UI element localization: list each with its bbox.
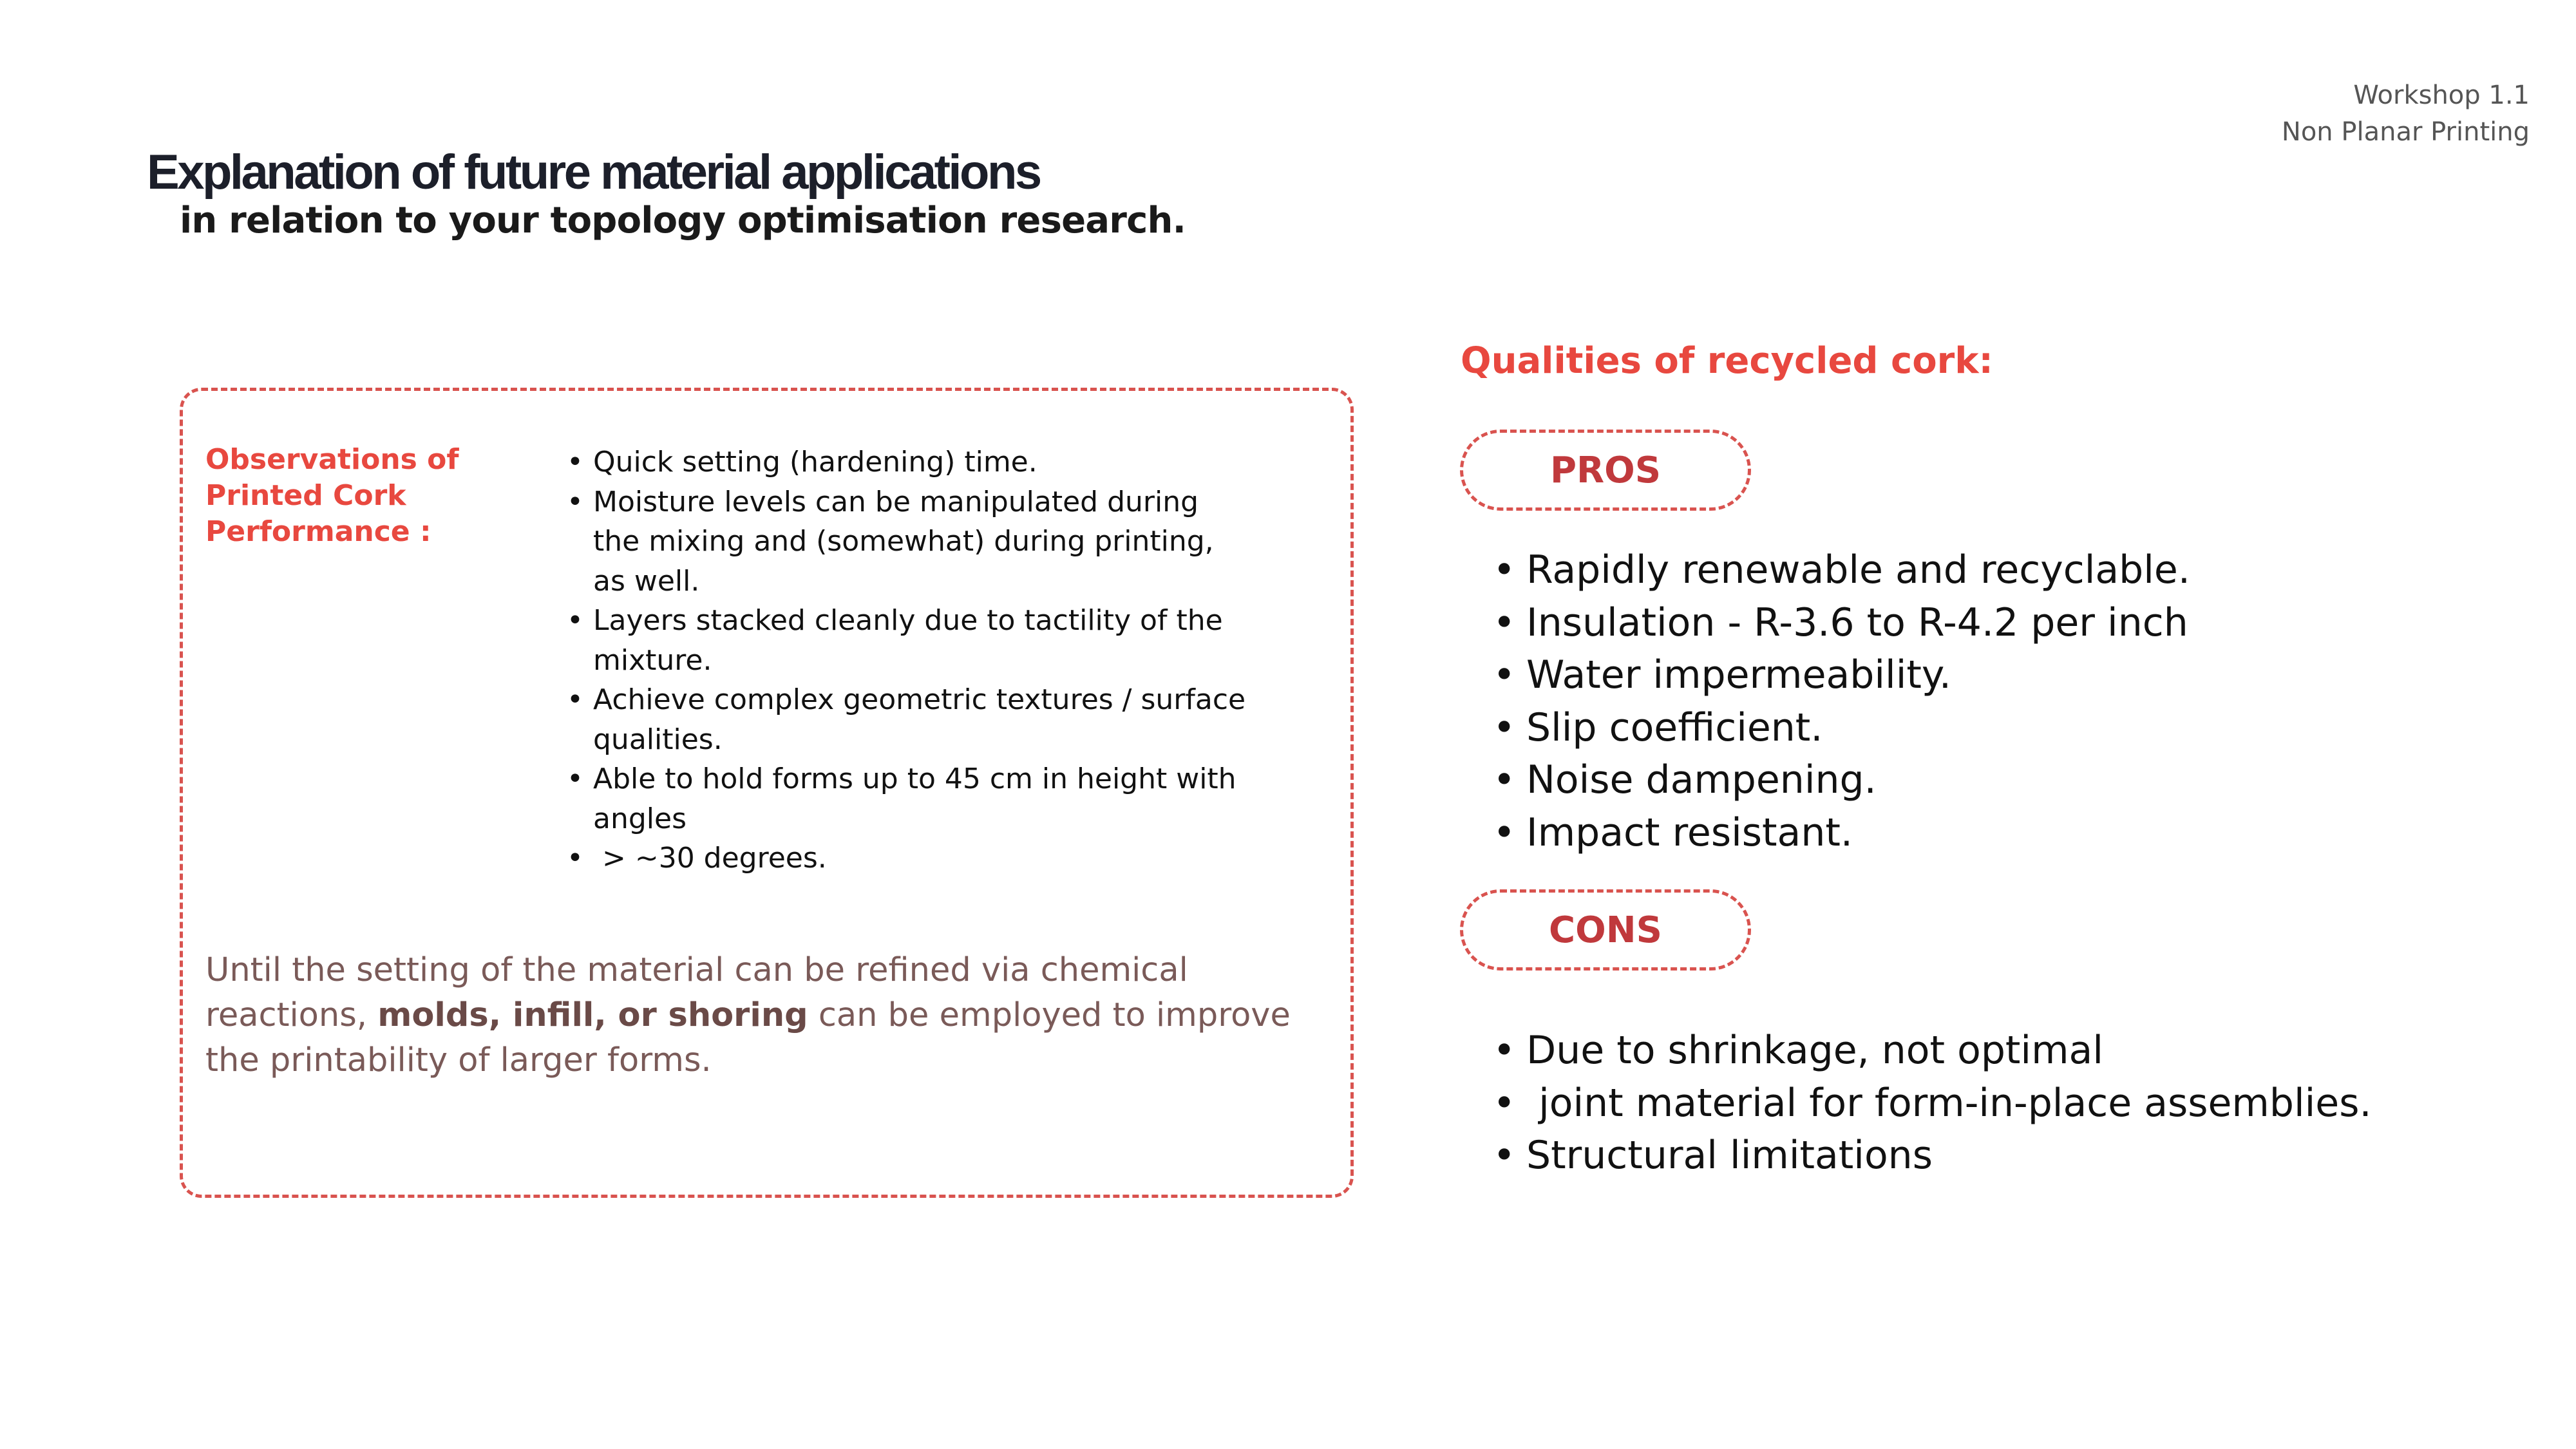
- cons-item: • joint material for form-in-place assemblies.: [1493, 1077, 2372, 1130]
- observation-item: • Achieve complex geometric textures / surface qualities.: [567, 680, 1249, 759]
- printability-note: [205, 948, 1300, 1083]
- pros-item: • Slip coefficient.: [1493, 702, 2190, 755]
- workshop-reference: [2282, 77, 2530, 151]
- observations-heading: Observations of Printed Cork Performance :: [205, 443, 459, 548]
- pros-item: • Insulation - R-3.6 to R-4.2 per inch: [1493, 597, 2190, 650]
- cons-item: • Structural limitations: [1493, 1130, 2372, 1182]
- workshop-label: Workshop 1.1: [2353, 80, 2530, 110]
- observation-item: • > ~30 degrees.: [567, 838, 1249, 878]
- pros-badge: PROS: [1460, 430, 1751, 511]
- qualities-title: Qualities of recycled cork:: [1461, 340, 1993, 382]
- observation-item: • Moisture levels can be manipulated during the mixing and (somewhat) during printing, as well.: [567, 482, 1249, 601]
- pros-item: • Noise dampening.: [1493, 754, 2190, 807]
- observation-item: • Able to hold forms up to 45 cm in height with angles: [567, 759, 1249, 838]
- cons-list: [1493, 1025, 2372, 1182]
- page-title: Explanation of future material applications: [147, 145, 1040, 200]
- note-text-start: Until the setting of the material can be refined via chemical reactions,: [205, 951, 1188, 1034]
- cons-item: • Due to shrinkage, not optimal: [1493, 1025, 2372, 1077]
- workshop-topic: Non Planar Printing: [2281, 117, 2530, 147]
- note-emphasis: molds, infill, or shoring: [377, 996, 808, 1034]
- cons-badge: CONS: [1460, 889, 1751, 971]
- note-text-end: can be employed to improve the printability of larger forms.: [205, 996, 1291, 1079]
- observations-list: [567, 442, 1249, 878]
- pros-item: • Water impermeability.: [1493, 649, 2190, 702]
- page-subtitle: in relation to your topology optimisation research.: [180, 200, 1186, 242]
- observation-item: • Quick setting (hardening) time.: [567, 442, 1249, 482]
- observation-item: • Layers stacked cleanly due to tactility of the mixture.: [567, 601, 1249, 680]
- pros-item: • Impact resistant.: [1493, 807, 2190, 860]
- pros-item: • Rapidly renewable and recyclable.: [1493, 544, 2190, 597]
- pros-list: [1493, 544, 2190, 859]
